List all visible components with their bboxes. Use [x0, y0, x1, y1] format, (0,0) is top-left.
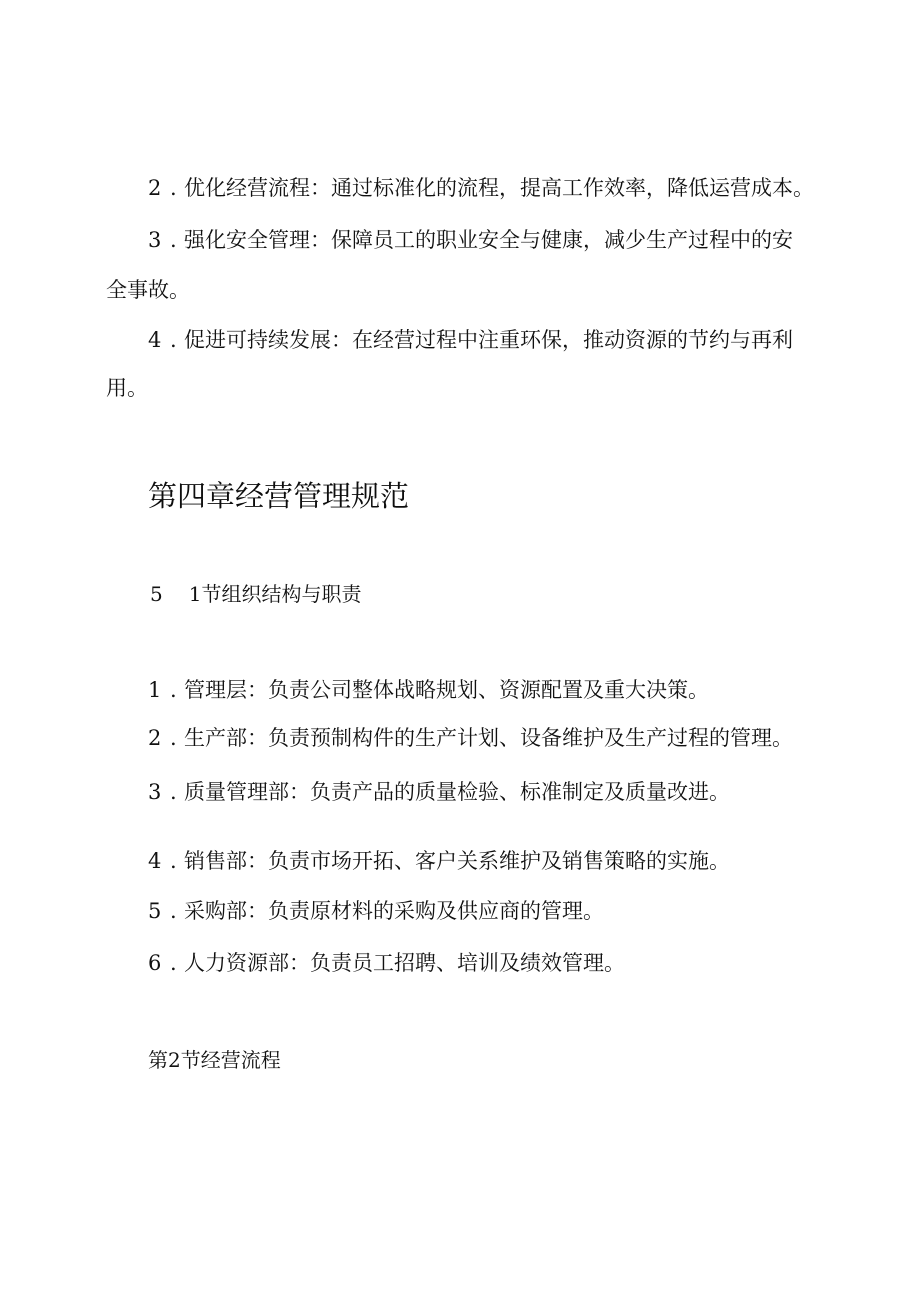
goal-item-4: [148, 326, 793, 354]
list-item-number: 4: [148, 849, 162, 873]
list-item: [148, 778, 730, 806]
list-item-number: 2: [148, 726, 162, 750]
list-item-number: 5: [148, 899, 162, 923]
list-item-separator: .: [170, 678, 177, 702]
goal-number: 4: [148, 328, 162, 352]
list-item-separator: .: [170, 951, 177, 975]
list-item-text: 销售部：负责市场开拓、客户关系维护及销售策略的实施。: [184, 849, 730, 873]
goal-text: 强化安全管理：保障员工的职业安全与健康，减少生产过程中的安: [184, 228, 793, 252]
goal-number: 3: [148, 228, 162, 252]
list-item-text: 人力资源部：负责员工招聘、培训及绩效管理。: [184, 951, 625, 975]
goal-separator: .: [170, 176, 177, 200]
goal-text: 优化经营流程：通过标准化的流程，提高工作效率，降低运营成本。: [184, 176, 814, 200]
goal-separator: .: [170, 228, 177, 252]
list-item-separator: .: [170, 899, 177, 923]
goal-item-4-continuation: 用。: [106, 376, 148, 400]
list-item-separator: .: [170, 849, 177, 873]
goal-item-3: [148, 226, 793, 254]
list-item: [148, 949, 625, 977]
list-item: [148, 847, 730, 875]
list-item-separator: .: [170, 726, 177, 750]
list-item-text: 生产部：负责预制构件的生产计划、设备维护及生产过程的管理。: [184, 726, 793, 750]
list-item-separator: .: [170, 780, 177, 804]
section-title: 1节组织结构与职责: [188, 582, 362, 606]
list-item-text: 采购部：负责原材料的采购及供应商的管理。: [184, 899, 604, 923]
list-item-number: 6: [148, 951, 162, 975]
section-1-heading: [150, 580, 361, 608]
goal-item-2: [148, 174, 814, 202]
list-item: [148, 897, 604, 925]
goal-text: 促进可持续发展：在经营过程中注重环保，推动资源的节约与再利: [184, 328, 793, 352]
goal-number: 2: [148, 176, 162, 200]
section-number: 5: [150, 582, 163, 606]
chapter-title: 第四章经营管理规范: [148, 479, 410, 513]
list-item: [148, 724, 793, 752]
list-item: [148, 676, 709, 704]
goal-separator: .: [170, 328, 177, 352]
list-item-number: 3: [148, 780, 162, 804]
list-item-text: 管理层：负责公司整体战略规划、资源配置及重大决策。: [184, 678, 709, 702]
list-item-number: 1: [148, 678, 162, 702]
list-item-text: 质量管理部：负责产品的质量检验、标准制定及质量改进。: [184, 780, 730, 804]
goal-item-3-continuation: 全事故。: [106, 278, 190, 302]
section-2-heading: 第2节经营流程: [148, 1048, 281, 1072]
